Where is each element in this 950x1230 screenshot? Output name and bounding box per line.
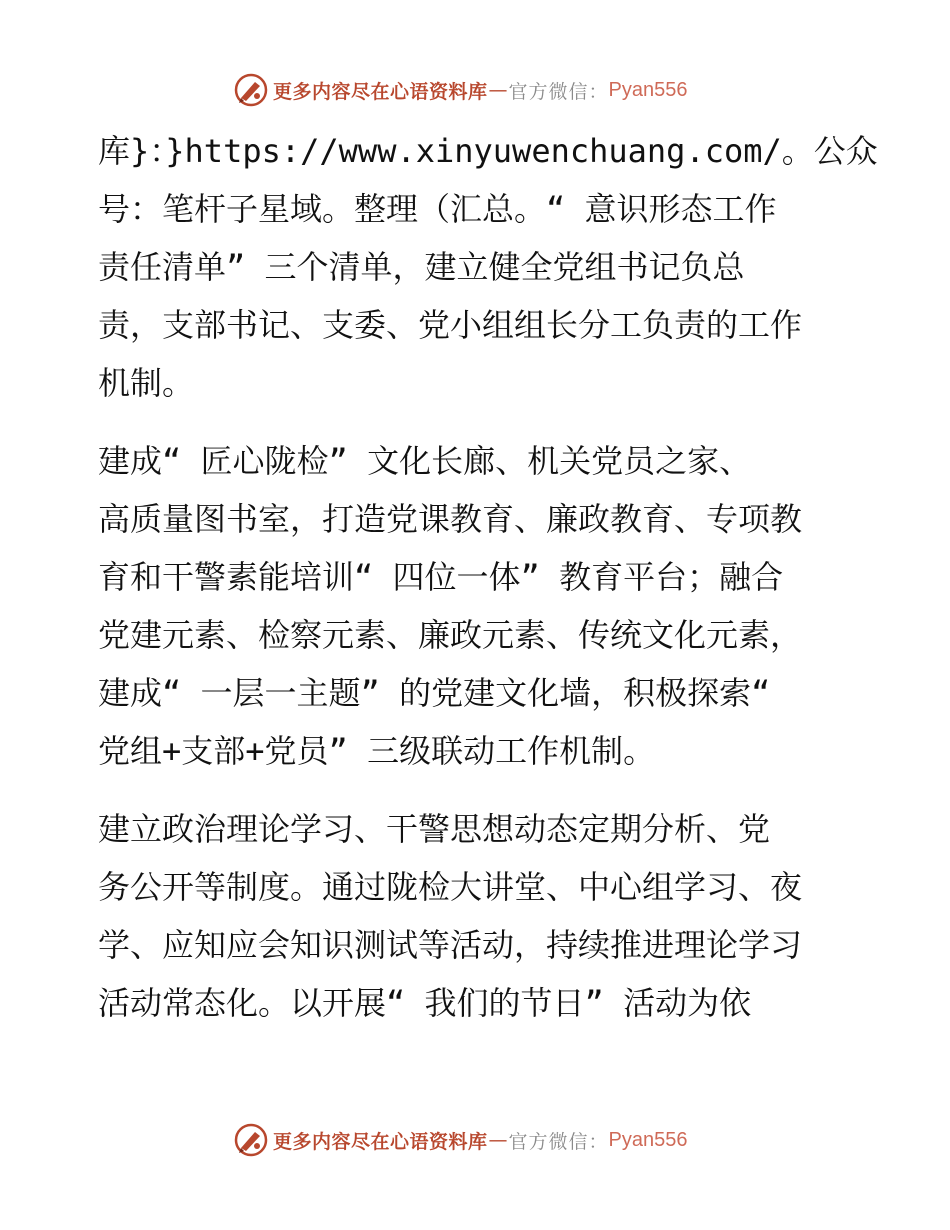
header-banner [0,70,950,110]
document-body [98,122,878,1032]
paragraph-3 [98,800,858,1032]
paragraph-1 [98,122,878,412]
banner-content [233,70,688,110]
banner-wechat-label: 官方微信： [508,1130,609,1153]
footer-banner [0,1120,950,1160]
text-line: 建成“ 一层一主题” 的党建文化墙，积极探索“ [98,674,771,712]
banner-wechat-id: Pyan556 [608,78,688,101]
banner-wechat-id: Pyan556 [608,1128,688,1151]
pen-circle-logo-icon [233,72,269,108]
paragraph-2 [98,432,858,780]
banner-wechat-label: 官方微信： [508,80,609,103]
text-line: 高质量图书室，打造党课教育、廉政教育、专项教 [98,500,803,538]
banner-dash: — [488,79,508,101]
text-line: 责，支部书记、支委、党小组组长分工负责的工作 [98,306,803,344]
pen-circle-logo-icon [233,1122,269,1158]
text-line: 党组+支部+党员” 三级联动工作机制。 [98,732,656,770]
text-line: 活动常态化。以开展“ 我们的节日” 活动为依 [98,984,752,1022]
text-line: 务公开等制度。通过陇检大讲堂、中心组学习、夜 [98,868,803,906]
banner-content [233,1120,688,1160]
banner-title: 更多内容尽在心语资料库 [273,80,488,103]
text-line: 机制。 [98,364,195,402]
text-line: 学、应知应会知识测试等活动，持续推进理论学习 [98,926,803,964]
text-line: 号：笔杆子星域。整理（汇总。“ 意识形态工作 [98,190,777,228]
text-line: 责任清单” 三个清单，建立健全党组书记负总 [98,248,745,286]
text-line: 建成“ 匠心陇检” 文化长廊、机关党员之家、 [98,442,752,480]
text-line: 库}：}https://www.xinyuwenchuang.com/。公众 [98,132,878,170]
banner-dash: — [488,1129,508,1151]
banner-title: 更多内容尽在心语资料库 [273,1130,488,1153]
text-line: 建立政治理论学习、干警思想动态定期分析、党 [98,810,771,848]
text-line: 党建元素、检察元素、廉政元素、传统文化元素， [98,616,803,654]
text-line: 育和干警素能培训“ 四位一体” 教育平台；融合 [98,558,784,596]
